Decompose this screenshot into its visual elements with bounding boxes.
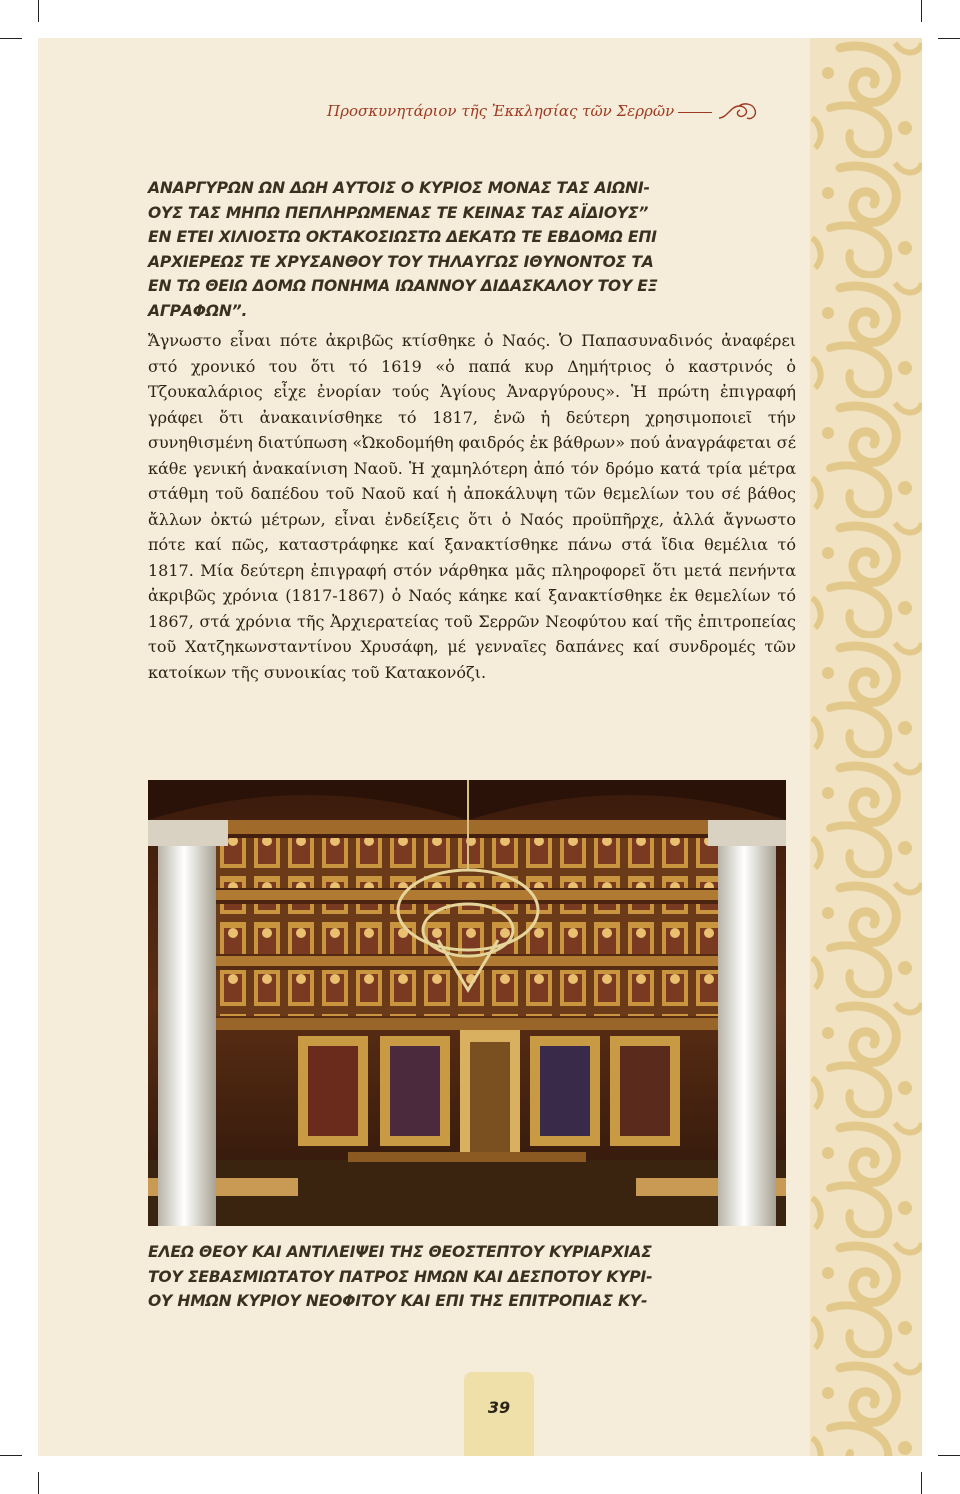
inscription-line: ΕΝ ΤΩ ΘΕΙΩ ΔΟΜΩ ΠΟΝΗΜΑ ΙΩΑΝΝΟΥ ΔΙΔΑΣΚΑΛΟΥ ΤΟΥ ΕΞ [148, 277, 658, 296]
crop-mark [38, 1472, 39, 1494]
inscription-line: ΟΥ ΗΜΩΝ ΚΥΡΙΟΥ ΝΕΟΦΙΤΟΥ ΚΑΙ ΕΠΙ ΤΗΣ ΕΠΙΤΡΟΠΙΑΣ ΚΥ- [148, 1292, 648, 1311]
page-number: 39 [487, 1398, 511, 1417]
book-page [38, 38, 922, 1456]
crop-mark [0, 38, 22, 39]
flourish-icon [717, 100, 757, 124]
body-paragraph: Ἄγνωστο εἶναι πότε ἀκριβῶς κτίσθηκε ὁ Ναός. Ὁ Παπασυναδινός ἀναφέρει στό χρονικό του ὅτι τό 1619 «ὁ παπά κυρ Δημήτριος ὁ καστρινός ὁ Τζουκαλάριος εἶχε ἐνορίαν τούς Ἁγίους Ἀναργύρους». Ἡ πρώτη ἐπιγραφή γράφει ὅτι ἀνακαινίσθηκε τό 1817, ἐνῶ ἡ δεύτερη χρησιμοποιεῖ τήν συνηθισμένη διατύπωση «Ὠκοδομήθη φαιδρός ἐκ βάθρων» πού ἀναγράφεται σέ κάθε γενική ἀνακαίνιση Ναοῦ. Ἡ χαμηλότερη ἀπό τόν δρόμο κατά τρία μέτρα στάθμη τοῦ δαπέδου τοῦ Ναοῦ καί ἡ ἀποκάλυψη τῶν θεμελίων του σέ βάθος ἄλλων ὀκτώ μέτρων, εἶναι ἐνδείξεις ὅτι ὁ Ναός προϋπῆρχε, ἀλλά ἄγνωστο πότε καί πῶς, καταστράφηκε καί ξανακτίσθηκε πάνω στά ἴδια θεμέλια τό 1817. Μία δεύτερη ἐπιγραφή στόν νάρθηκα μᾶς πληροφορεῖ ὅτι μετά πενήντα ἀκριβῶς χρόνια (1817-1867) ὁ Ναός κάηκε καί ξανακτίσθηκε ἐκ θεμελίων τό 1867, στά χρόνια τῆς Ἀρχιερατείας τοῦ Σερρῶν Νεοφύτου καί τῆς ἐπιτροπείας τοῦ Χατζηκωνσταντίνου Χρυσάφη, μέ γενναῖες δαπάνες καί συνδρομές τῶν κατοίκων τῆς συνοικίας τοῦ Κατακονόζι. [148, 331, 796, 682]
crop-mark [0, 1455, 22, 1456]
running-title: Προσκυνητάριον τῆς Ἐκκλησίας τῶν Σερρῶν [327, 102, 675, 120]
inscription-line: ΟΥΣ ΤΑΣ ΜΗΠΩ ΠΕΠΛΗΡΩΜΕΝΑΣ ΤΕ ΚΕΙΝΑΣ ΤΑΣ ΑΪΔΙΟΥΣ” [148, 203, 649, 222]
inscription-line: ΤΟΥ ΣΕΒΑΣΜΙΩΤΑΤΟΥ ΠΑΤΡΟΣ ΗΜΩΝ ΚΑΙ ΔΕΣΠΟΤΟΥ ΚΥΡΙ- [148, 1267, 653, 1286]
inscription-bottom [148, 1240, 788, 1314]
body-text [148, 328, 796, 685]
inscription-line: ΕΛΕΩ ΘΕΟΥ ΚΑΙ ΑΝΤΙΛΕΙΨΕΙ ΤΗΣ ΘΕΟΣΤΕΠΤΟΥ ΚΥΡΙΑΡΧΙΑΣ [148, 1243, 652, 1261]
iconostasis-photo [148, 780, 786, 1226]
inscription-line: ΑΓΡΑΦΩΝ”. [148, 301, 248, 320]
crop-mark [938, 1455, 960, 1456]
crop-mark [938, 38, 960, 39]
header-rule [678, 112, 712, 113]
page-number-tab [464, 1372, 534, 1456]
inscription-top [148, 176, 788, 324]
running-header [38, 100, 757, 124]
inscription-line: ΑΝΑΡΓΥΡΩΝ ΩΝ ΔΩΗ ΑΥΤΟΙΣ Ο ΚΥΡΙΟΣ ΜΟΝΑΣ ΤΑΣ ΑΙΩΝΙ- [148, 179, 650, 197]
crop-mark [38, 0, 39, 22]
inscription-line: ΕΝ ΕΤΕΙ ΧΙΛΙΟΣΤΩ ΟΚΤΑΚΟΣΙΩΣΤΩ ΔΕΚΑΤΩ ΤΕ ΕΒΔΟΜΩ ΕΠΙ [148, 228, 657, 247]
inscription-line: ΑΡΧΙΕΡΕΩΣ ΤΕ ΧΡΥΣΑΝΘΟΥ ΤΟΥ ΤΗΛΑΥΓΩΣ ΙΘΥΝΟΝΤΟΣ ΤΑ [148, 252, 654, 271]
decorative-border [810, 38, 922, 1456]
crop-mark [921, 0, 922, 22]
crop-mark [921, 1472, 922, 1494]
